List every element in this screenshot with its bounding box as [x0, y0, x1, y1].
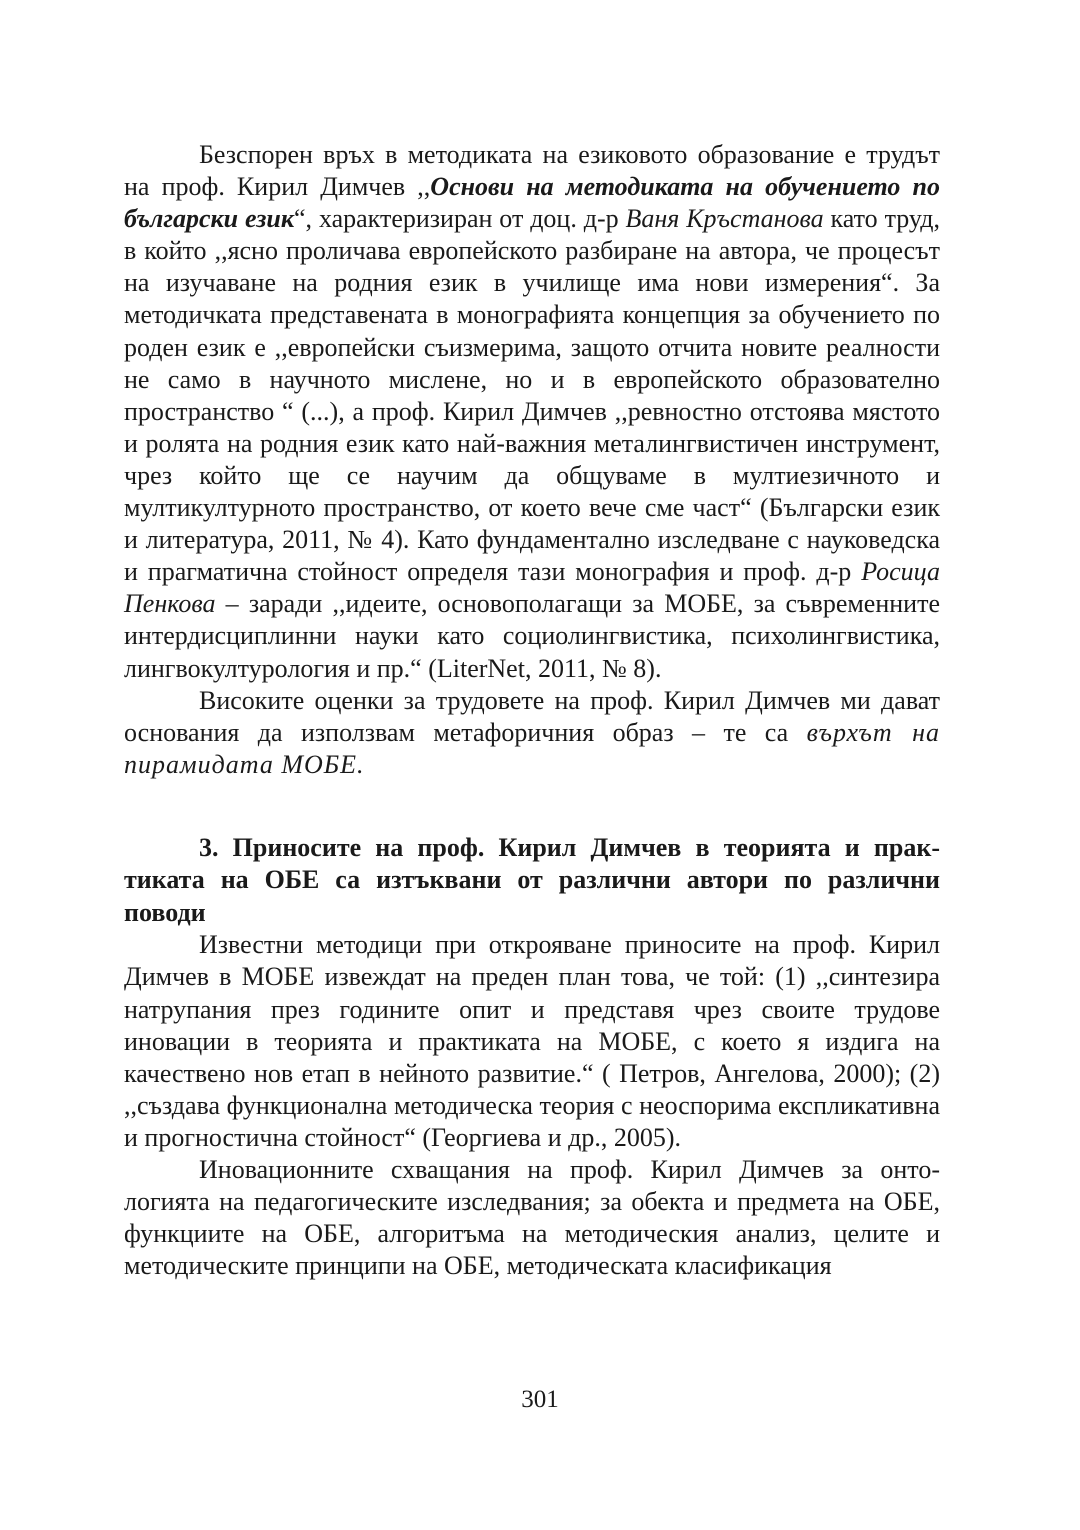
text-run: Високите оценки за трудовете на проф. Кирил Димчев ми дават основания да използвам метафоричния образ – те са	[124, 685, 940, 747]
paragraph	[124, 685, 940, 781]
paragraph: Известни методици при открояване приносите на проф. Кирил Димчев в МОБЕ извеждат на преден план това, че той: (1) ,,синтезира натрупания през годините опит и представя чрез своите трудове иновации в теорията и практиката на МОБЕ, с което я издига на качествено нов етап в нейното развитие.“ ( Петров, Ангелова, 2000); (2) ,,създава функционална методическа теория с неоспорима експликативна и прогностична стойност“ (Георгиева и др., 2005).	[124, 930, 940, 1152]
text-run: Безспорен връх в методиката на езиковото образование е трудът на проф. Кирил Димчев ,,	[124, 140, 940, 202]
paragraph	[124, 139, 940, 685]
author-name: Ваня Кръстанова	[625, 204, 824, 234]
section-heading: 3. Приносите на проф. Кирил Димчев в теорията и практиката на ОБЕ са изтъквани от различни автори по различни поводи	[124, 832, 940, 927]
page-number: 301	[521, 1386, 559, 1413]
metaphor-emphasis: върхът на пирамидата МОБЕ.	[124, 717, 941, 779]
author-name: Росица Пенкова	[124, 557, 940, 619]
book-title-emphasis: Основи на методиката на обучението по български език	[124, 172, 940, 234]
text-run: като труд, в който ,,ясно проличава европейското разбиране на автора, че процесът на изучаване на родния език в училище има нови измерения“. За методичката представената в монографията концепция за обучението по роден език е ,,европейски съизмерима, защото отчита новите реалности не само в научното мислене, но и в европейското образователно пространство “ (...), а проф. Кирил Димчев ,,ревностно отстоява мястото и ролята на родния език като най-важния металингвистичен инструмент, чрез който ще се научим да общуваме в мултиезичното и мултикултурното пространство, от което вече сме част“ (Български език и литература, 2011, № 4). Като фундаментално изследване с науковедска и прагматична стойност определя тази монография и проф. д-р	[124, 204, 940, 587]
paragraph: Иновационните схващания на проф. Кирил Димчев за онтологията на педагогическите изследвания; за обекта и предмета на ОБЕ, функциите на ОБЕ, алгоритъма на методическия анализ, целите и методическите принципи на ОБЕ, методическата класификация	[124, 1155, 940, 1281]
text-run: – заради ,,идеите, основополагащи за МОБЕ, за съвременните интердисциплинни науки като социолингвистика, психолингвистика, лингвокултурология и пр.“ (LiterNet, 2011, № 8).	[124, 589, 940, 683]
body-text	[124, 139, 940, 1282]
text-run: “, характеризиран от доц. д-р	[294, 204, 626, 234]
